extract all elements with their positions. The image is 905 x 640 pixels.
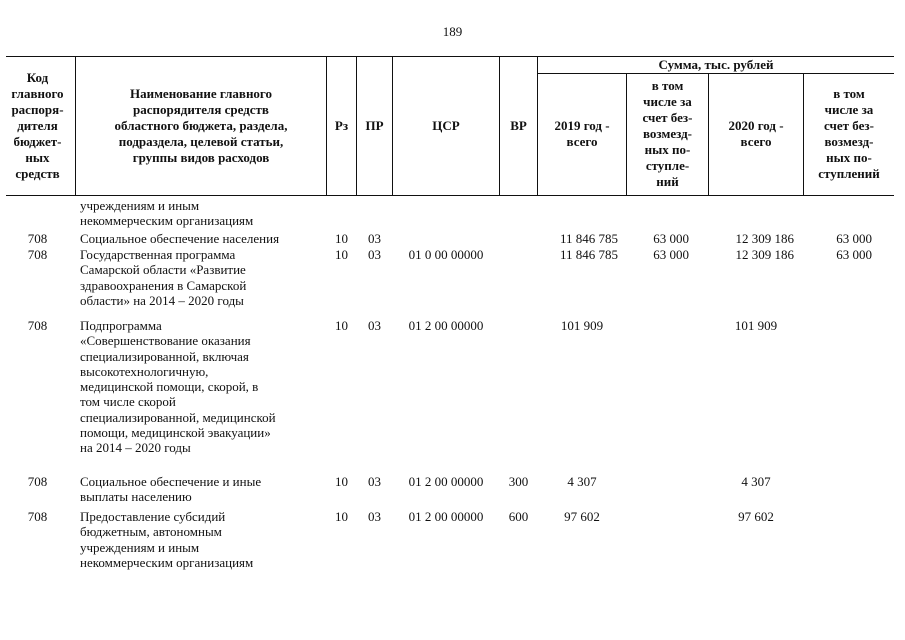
header-2020-total: 2020 год - всего (728, 118, 784, 149)
row-name: Социальное обеспечение населения (80, 231, 280, 246)
row-rz: 10 (335, 318, 348, 333)
row-code: 708 (27, 509, 48, 524)
header-2019-free: в том числе за счет без- возмезд- ных по- ступле- ний (642, 78, 693, 189)
row-2020-total: 12 309 186 (735, 247, 794, 262)
row-pr: 03 (368, 318, 381, 333)
row-name: Предоставление субсидий бюджетным, автономным учреждениям и иным некоммерческим организациям (80, 509, 254, 570)
row-csr: 01 2 00 00000 (408, 318, 484, 333)
row-code: 708 (27, 247, 48, 262)
row-rz: 10 (335, 509, 348, 524)
row-csr: 01 0 00 00000 (408, 247, 484, 262)
row-2019-free: 63 000 (653, 231, 689, 246)
header-pr: ПР (365, 117, 384, 133)
row-2019-total: 97 602 (564, 509, 600, 524)
row-2019-total: 11 846 785 (559, 247, 618, 262)
row-2019-total: 11 846 785 (559, 231, 618, 246)
row-2020-total: 101 909 (734, 318, 778, 333)
row-csr: 01 2 00 00000 (408, 509, 484, 524)
sum-subheader-border (537, 73, 894, 74)
row-code: 708 (27, 318, 48, 333)
header-name: Наименование главного распорядителя средств областного бюджета, раздела, подраздела, целевой статьи, группы видов расходов (114, 85, 288, 165)
row-rz: 10 (335, 231, 348, 246)
header-code: Код главного распоря- дителя бюджет- ных средств (11, 69, 64, 181)
row-name: Социальное обеспечение и иные выплаты населению (80, 474, 262, 505)
row-pr: 03 (368, 474, 381, 489)
page-number: 189 (442, 24, 463, 39)
row-pr: 03 (368, 247, 381, 262)
row-rz: 10 (335, 247, 348, 262)
row-name: учреждениям и иным некоммерческим организациям (80, 198, 254, 229)
row-2019-total: 4 307 (567, 474, 597, 489)
header-bottom-border (6, 195, 894, 196)
header-sum: Сумма, тыс. рублей (658, 56, 774, 72)
row-2020-free: 63 000 (836, 247, 872, 262)
row-2020-total: 12 309 186 (735, 231, 794, 246)
row-name: Государственная программа Самарской области «Развитие здравоохранения в Самарской области» на 2014 – 2020 годы (80, 247, 247, 308)
header-2020-free: в том числе за счет без- возмезд- ных по- ступлений (818, 86, 880, 181)
header-rz: Рз (334, 117, 349, 133)
row-vr: 300 (508, 474, 529, 489)
row-2019-total: 101 909 (560, 318, 604, 333)
header-csr: ЦСР (432, 117, 460, 133)
row-2020-free: 63 000 (836, 231, 872, 246)
row-2020-total: 4 307 (741, 474, 771, 489)
row-code: 708 (27, 474, 48, 489)
row-2020-total: 97 602 (738, 509, 774, 524)
row-csr: 01 2 00 00000 (408, 474, 484, 489)
row-2019-free: 63 000 (653, 247, 689, 262)
row-rz: 10 (335, 474, 348, 489)
row-vr: 600 (508, 509, 529, 524)
row-pr: 03 (368, 509, 381, 524)
row-code: 708 (27, 231, 48, 246)
header-2019-total: 2019 год - всего (554, 118, 610, 149)
row-pr: 03 (368, 231, 381, 246)
header-vr: ВР (510, 117, 527, 133)
row-name: Подпрограмма «Совершенствование оказания специализированной, включая высокотехнологичную, медицинской помощи, скорой, в том числе скорой специализированной, медицинской помощи, медицинской эвакуации» на 2014 – 2020 годы (80, 318, 276, 456)
